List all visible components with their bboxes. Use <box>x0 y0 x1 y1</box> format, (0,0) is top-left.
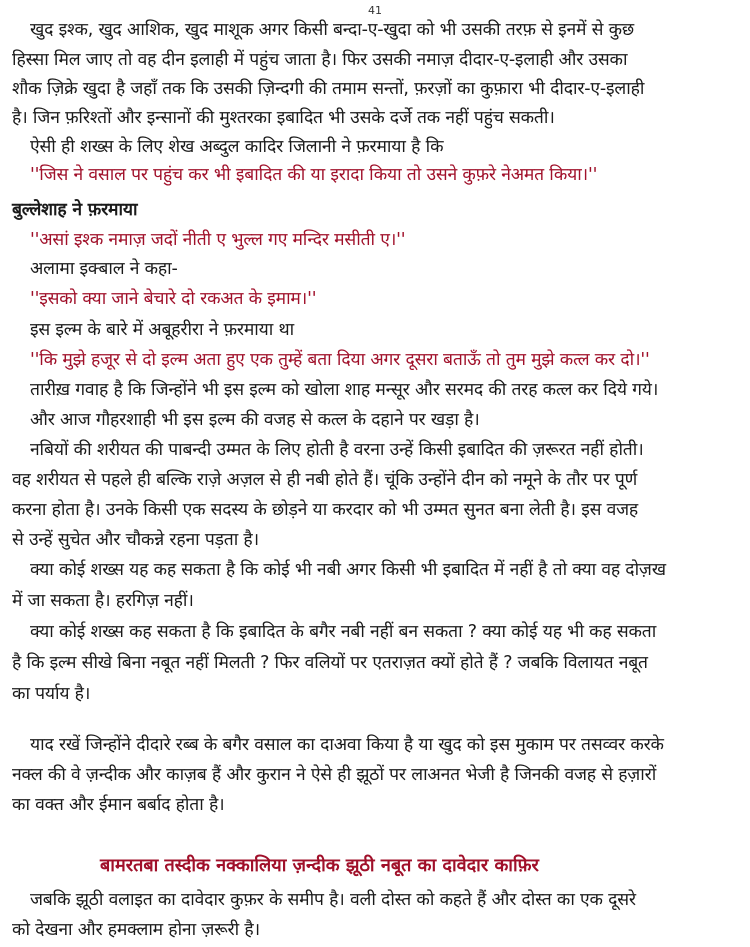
quote-line: ''कि मुझे हजूर से दो इल्म अता हुए एक तुम्हें बता दिया अगर दूसरा बताऊँ तो तुम मुझे कत्ल कर दो।'' <box>30 350 650 370</box>
paragraph-line: है। जिन फ़रिश्तों और इन्सानों की मुश्तरका इबादित भी उसके दर्जे तक नहीं पहुंच सकती। <box>12 108 555 128</box>
paragraph-line: क्या कोई शख्स कह सकता है कि इबादित के बगैर नबी नहीं बन सकता ? क्या कोई यह भी कह सकता <box>30 622 657 642</box>
page-number: 41 <box>368 4 382 17</box>
paragraph-line: का वक्त और ईमान बर्बाद होता है। <box>12 795 225 815</box>
paragraph-line: ऐसी ही शख्स के लिए शेख अब्दुल कादिर जिलानी ने फ़रमाया है कि <box>30 137 444 157</box>
section-heading: बामरतबा तस्दीक नक्कालिया ज़न्दीक झूठी नबूत का दावेदार काफ़िर <box>100 855 539 876</box>
quote-line: ''इसको क्या जाने बेचारे दो रकअत के इमाम।'' <box>30 289 317 309</box>
paragraph-line: को देखना और हमक्लाम होना ज़रूरी है। <box>12 920 260 940</box>
paragraph-line: तारीख़ गवाह है कि जिन्होंने भी इस इल्म को खोला शाह मन्सूर और सरमद की तरह कत्ल कर दिये गये। <box>30 380 659 400</box>
paragraph-line: इस इल्म के बारे में अबूहरीरा ने फ़रमाया था <box>30 320 294 340</box>
paragraph-line: में जा सकता है। हरगिज़ नहीं। <box>12 591 194 611</box>
paragraph-line: वह शरीयत से पहले ही बल्कि राज़े अज़ल से ही नबी होते हैं। चूंकि उन्होंने दीन को नमूने के तौर पर पूर्ण <box>12 470 638 490</box>
paragraph-line: खुद इश्क, खुद आशिक, खुद माशूक अगर किसी बन्दा-ए-खुदा को भी उसकी तरफ़ से इनमें से कुछ <box>30 20 634 40</box>
paragraph-line: हिस्सा मिल जाए तो वह दीन इलाही में पहुंच जाता है। फिर उसकी नमाज़ दीदार-ए-इलाही और उसका <box>12 50 628 70</box>
quote-line: ''जिस ने वसाल पर पहुंच कर भी इबादित की या इरादा किया तो उसने कुफ़रे नेअमत किया।'' <box>30 165 598 185</box>
paragraph-line: नक्ल की वे ज़न्दीक और काज़ब हैं और कुरान ने ऐसे ही झूठों पर लाअनत भेजी है जिनकी वजह से हज़ारों <box>12 765 657 785</box>
paragraph-line: जबकि झूठी वलाइत का दावेदार कुफ़र के समीप है। वली दोस्त को कहते हैं और दोस्त का एक दूसरे <box>30 890 636 910</box>
paragraph-line: से उन्हें सुचेत और चौकन्ने रहना पड़ता है। <box>12 530 259 550</box>
paragraph-line: का पर्याय है। <box>12 684 91 704</box>
paragraph-line: याद रखें जिन्होंने दीदारे रब्ब के बगैर वसाल का दाअवा किया है या खुद को इस मुकाम पर तसव्वर करके <box>30 735 664 755</box>
paragraph-line: और आज गौहरशाही भी इस इल्म की वजह से कत्ल के दहाने पर खड़ा है। <box>30 410 480 430</box>
paragraph-line: है कि इल्म सीखे बिना नबूत नहीं मिलती ? फिर वलियों पर एतराज़त क्यों होते हैं ? जबकि विलायत नबूत <box>12 653 648 673</box>
paragraph-line: क्या कोई शख्स यह कह सकता है कि कोई भी नबी अगर किसी भी इबादित में नहीं है तो क्या वह दोज़ख <box>30 560 666 580</box>
paragraph-line: करना होता है। उनके किसी एक सदस्य के छोड़ने या करदार को भी उम्मत सुनत बना लेती है। इस वजह <box>12 500 638 520</box>
quote-line: ''असां इश्क नमाज़ जदों नीती ए भुल्ल गए मन्दिर मसीती ए।'' <box>30 230 406 250</box>
paragraph-line: शौक ज़िक्रे खुदा है जहाँ तक कि उसकी ज़िन्दगी की तमाम सन्तों, फ़रज़ों का कुफ़ारा भी दीदार-ए-इलाही <box>12 79 645 99</box>
section-subheading: बुल्लेशाह ने फ़रमाया <box>12 200 138 220</box>
paragraph-line: नबियों की शरीयत की पाबन्दी उम्मत के लिए होती है वरना उन्हें किसी इबादित की ज़रूरत नहीं होती। <box>30 440 644 460</box>
paragraph-line: अलामा इक्बाल ने कहा- <box>30 259 178 279</box>
